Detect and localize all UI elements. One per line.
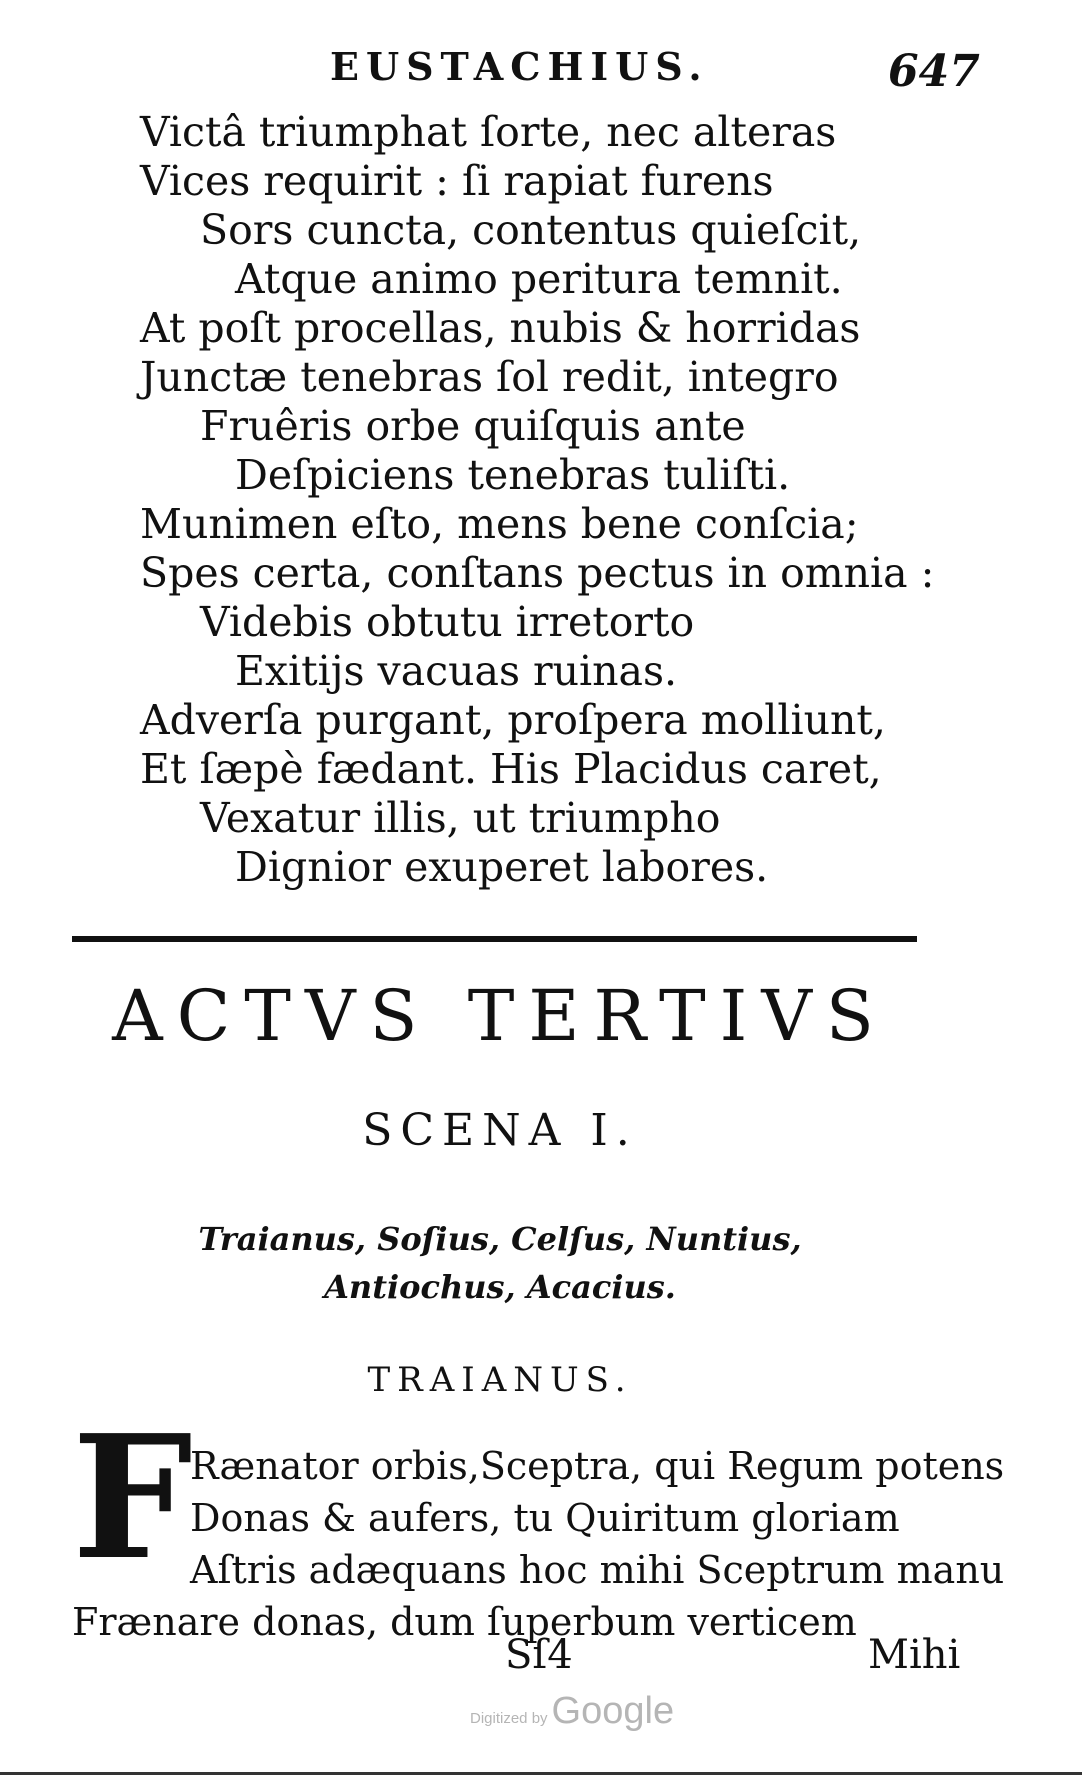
verse-line: At poſt procellas, nubis & horridas bbox=[140, 304, 861, 352]
catchword: Mihi bbox=[868, 1632, 961, 1678]
scene-title: SCENA I. bbox=[362, 1105, 638, 1156]
page-number: 647 bbox=[888, 46, 980, 97]
speaker-name: TRAIANUS. bbox=[367, 1360, 633, 1400]
verse-line: Dignior exuperet labores. bbox=[235, 843, 769, 891]
verse-line: Vices requirit : ſi rapiat furens bbox=[140, 157, 774, 205]
speech-line: Rænator orbis,Sceptra, qui Regum potens bbox=[190, 1444, 1005, 1488]
drop-cap: F bbox=[72, 1398, 193, 1598]
google-watermark bbox=[470, 1690, 674, 1733]
verse-line: Victâ triumphat ſorte, nec alteras bbox=[140, 108, 837, 156]
running-head: EUSTACHIUS. bbox=[330, 44, 709, 89]
verse-line: Munimen eſto, mens bene conſcia; bbox=[140, 500, 859, 548]
verse-line: Adverſa purgant, proſpera molliunt, bbox=[140, 696, 886, 744]
characters-line: Antiochus, Acacius. bbox=[324, 1268, 676, 1306]
signature-mark: Sſ4 bbox=[505, 1632, 573, 1678]
characters-line: Traianus, Soſius, Celſus, Nuntius, bbox=[198, 1220, 802, 1258]
verse-line: Junctæ tenebras ſol redit, integro bbox=[140, 353, 839, 401]
watermark-small-text: Digitized by bbox=[470, 1710, 548, 1727]
verse-line: Videbis obtutu irretorto bbox=[200, 598, 695, 646]
verse-line: Vexatur illis, ut triumpho bbox=[200, 794, 721, 842]
speech-line: Frænare donas, dum ſuperbum verticem bbox=[72, 1600, 857, 1644]
verse-line: Atque animo peritura temnit. bbox=[235, 255, 843, 303]
verse-line: Fruêris orbe quiſquis ante bbox=[200, 402, 746, 450]
verse-line: Deſpiciens tenebras tuliſti. bbox=[235, 451, 791, 499]
speech-block bbox=[72, 1440, 1005, 1648]
section-divider-rule bbox=[72, 936, 917, 942]
act-title: ACTVS TERTIVS bbox=[112, 975, 888, 1057]
verse-line: Sors cuncta, contentus quieſcit, bbox=[200, 206, 862, 254]
verse-line: Et ſæpè fædant. His Placidus caret, bbox=[140, 745, 882, 793]
watermark-logo-text: Google bbox=[551, 1690, 675, 1732]
speech-line: Donas & aufers, tu Quiritum gloriam bbox=[190, 1496, 900, 1540]
dramatis-personae bbox=[0, 1215, 1000, 1311]
verse-line: Exitijs vacuas ruinas. bbox=[235, 647, 678, 695]
verse-line: Spes certa, conſtans pectus in omnia : bbox=[140, 549, 935, 597]
verse-block bbox=[140, 108, 934, 892]
speech-line: Aſtris adæquans hoc mihi Sceptrum manu bbox=[190, 1548, 1005, 1592]
